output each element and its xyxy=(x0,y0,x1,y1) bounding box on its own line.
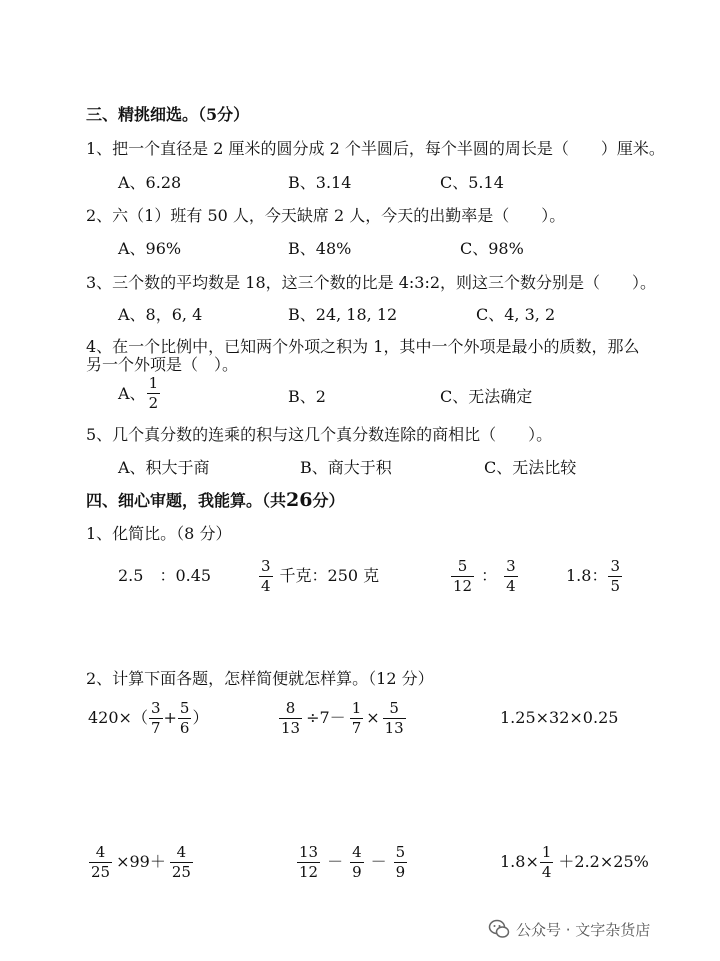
fraction: 3 5 xyxy=(610,556,620,595)
ratio-expr-3: 5 12 ： 3 4 xyxy=(453,556,516,595)
fraction: 4 9 xyxy=(352,842,362,881)
q4-option-c: C、无法确定 xyxy=(440,387,533,406)
calc-expr-3: 1.25×32×0.25 xyxy=(500,708,619,727)
watermark-text: 公众号 · 文字杂货店 xyxy=(516,920,651,939)
fraction: $\frac{8}{13}$ xyxy=(281,698,301,737)
section3-heading: 三、精挑细选。（5分） xyxy=(86,105,250,124)
calc-expr-6: 1.8× $\frac{1}{4}$ ＋2.2×25% xyxy=(500,842,649,881)
ratio-expr-2: 3 4 千克：250 克 xyxy=(261,556,380,595)
q2-stem: 2、六（1）班有 50 人，今天缺席 2 人，今天的出勤率是（ ）。 xyxy=(86,206,566,225)
q3-option-a: A、8，6, 4 xyxy=(118,305,203,324)
calc-expr-2: $\frac{8}{13}$ ÷7－ $\frac{1}{7}$ × $\frac{5}{13}$ xyxy=(281,698,404,737)
q1-option-a: A、6.28 xyxy=(118,173,182,192)
q3-option-c: C、4, 3, 2 xyxy=(476,305,556,324)
q4-option-a: A、 1 2 xyxy=(118,374,159,412)
part1-title: 1、化简比。（8 分） xyxy=(86,524,232,543)
part2-title: 2、计算下面各题，怎样简便就怎样算。（12 分） xyxy=(86,669,434,688)
q1-stem: 1、把一个直径是 2 厘米的圆分成 2 个半圆后，每个半圆的周长是（ ）厘米。 xyxy=(86,139,665,158)
q5-stem: 5、几个真分数的连乘的积与这几个真分数连除的商相比（ ）。 xyxy=(86,425,553,444)
ratio-expr-4: 1.8： 3 5 xyxy=(566,556,620,595)
q1-option-c: C、5.14 xyxy=(440,173,504,192)
calc-expr-4: $\frac{4}{25}$ ×99＋ 4 25 xyxy=(91,842,191,881)
fraction: $\frac{5}{13}$ xyxy=(384,698,404,737)
q2-option-a: A、96% xyxy=(118,239,182,258)
q2-option-b: B、48% xyxy=(288,239,352,258)
calc-expr-1: 420×（ 3 7 + $\frac{5}{6}$ ） xyxy=(88,698,209,737)
q3-stem: 3、三个数的平均数是 18，这三个数的比是 4:3:2，则这三个数分别是（ ）。 xyxy=(86,273,657,292)
q4-stem-line2: 另一个外项是（ ）。 xyxy=(86,355,239,374)
fraction: 4 25 xyxy=(171,842,191,881)
fraction: $\frac{1}{4}$ xyxy=(541,842,552,881)
watermark xyxy=(488,918,650,940)
fraction: 1 2 xyxy=(148,374,159,412)
q2-option-c: C、98% xyxy=(460,239,524,258)
calc-expr-5: 13 12 － 4 9 － 5 9 xyxy=(299,842,406,881)
ratio-expr-1: 2.5 ：0.45 xyxy=(118,566,212,585)
q5-option-a: A、积大于商 xyxy=(118,458,210,477)
q1-option-b: B、3.14 xyxy=(288,173,352,192)
fraction: $\frac{4}{25}$ xyxy=(91,842,111,881)
fraction: $\frac{1}{7}$ xyxy=(351,698,362,737)
fraction: 3 4 xyxy=(261,556,271,595)
fraction: 5 12 xyxy=(453,556,473,595)
section4-heading: 四、细心审题，我能算。（共26分） xyxy=(86,489,345,511)
q5-option-b: B、商大于积 xyxy=(300,458,392,477)
wechat-icon xyxy=(488,918,510,940)
q4-option-b: B、2 xyxy=(288,387,326,406)
fraction: 5 9 xyxy=(395,842,406,881)
fraction: 13 12 xyxy=(299,842,319,881)
fraction: 3 4 xyxy=(506,556,516,595)
fraction: $\frac{5}{6}$ xyxy=(179,698,190,737)
q4-stem-line1: 4、在一个比例中，已知两个外项之积为 1，其中一个外项是最小的质数，那么 xyxy=(86,337,640,356)
q3-option-b: B、24, 18, 12 xyxy=(288,305,398,324)
fraction: 3 7 xyxy=(150,698,161,737)
q5-option-c: C、无法比较 xyxy=(484,458,577,477)
